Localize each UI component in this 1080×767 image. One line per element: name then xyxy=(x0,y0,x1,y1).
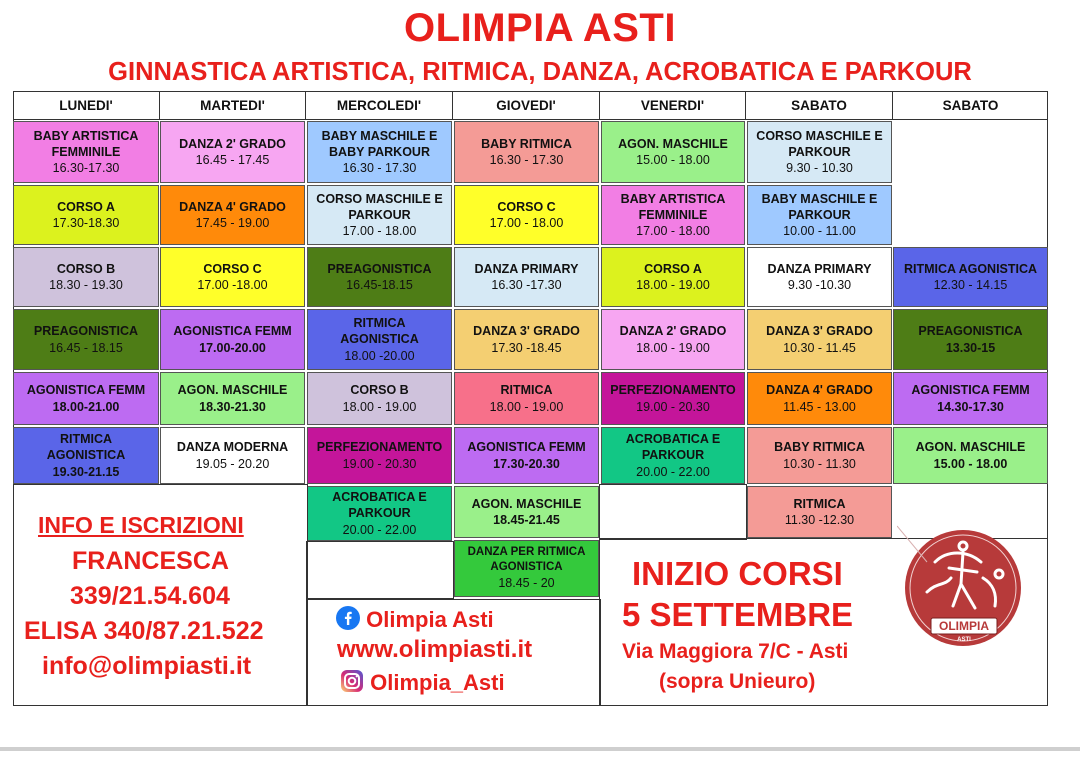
class-cell xyxy=(454,372,599,425)
empty-cell xyxy=(599,484,747,540)
contact-elisa: ELISA 340/87.21.522 xyxy=(24,617,264,645)
instagram-link[interactable] xyxy=(340,669,505,699)
class-name: DANZA PRIMARY xyxy=(767,261,872,276)
class-name: DANZA 4' GRADO xyxy=(179,199,286,214)
header-tuesday: MARTEDI' xyxy=(160,92,306,120)
class-time: 18.00 - 19.00 xyxy=(636,278,710,292)
class-time: 13.30-15 xyxy=(945,340,996,355)
class-name: DANZA 3' GRADO xyxy=(766,324,873,339)
class-time: 17.00 - 18.00 xyxy=(636,224,710,239)
class-cell xyxy=(747,309,892,370)
class-cell xyxy=(307,247,452,307)
header-monday: LUNEDI' xyxy=(13,92,160,120)
class-name: AGON. MASCHILE xyxy=(177,383,288,398)
facebook-link[interactable] xyxy=(336,606,494,636)
class-time: 16.30 - 17.30 xyxy=(342,161,417,176)
class-time: 9.30 -10.30 xyxy=(787,278,852,292)
class-time: 18.00 - 19.00 xyxy=(636,340,710,355)
class-name: RITMICA xyxy=(793,496,846,511)
class-name: PERFEZIONAMENTO xyxy=(610,383,736,398)
header-thursday: GIOVEDI' xyxy=(453,92,600,120)
class-cell xyxy=(747,427,892,484)
class-name: ACROBATICA E PARKOUR xyxy=(332,490,427,521)
class-name: BABY RITMICA xyxy=(481,136,572,151)
class-time: 18.45 - 20 xyxy=(498,576,555,591)
class-name: BABY MASCHILE E PARKOUR xyxy=(761,191,878,222)
facebook-label: Olimpia Asti xyxy=(366,606,494,632)
class-time: 18.00 -20.00 xyxy=(344,348,415,363)
class-time: 17.00 - 18.00 xyxy=(342,224,417,239)
class-name: CORSO MASCHILE E PARKOUR xyxy=(756,128,883,159)
class-cell xyxy=(893,247,1048,307)
class-cell xyxy=(307,427,452,484)
class-cell xyxy=(747,372,892,425)
class-cell xyxy=(160,121,305,183)
class-time: 19.30-21.15 xyxy=(52,464,120,479)
class-cell xyxy=(13,309,159,370)
class-time: 17.45 - 19.00 xyxy=(195,216,270,230)
class-time: 17.00-20.00 xyxy=(199,340,266,355)
logo-subtext: ASTI xyxy=(957,637,971,643)
class-cell xyxy=(160,309,305,370)
class-time: 20.00 - 22.00 xyxy=(342,522,417,537)
class-time: 17.00 -18.00 xyxy=(197,278,268,292)
class-time: 19.00 - 20.30 xyxy=(636,399,710,414)
class-name: PREAGONISTICA xyxy=(918,324,1023,339)
class-time: 17.30 -18.45 xyxy=(491,340,562,355)
bottom-divider xyxy=(0,747,1080,751)
class-cell xyxy=(13,247,159,307)
class-name: PERFEZIONAMENTO xyxy=(316,440,443,455)
class-name: DANZA 3' GRADO xyxy=(473,324,580,339)
class-name: CORSO A xyxy=(57,199,115,214)
class-time: 10.00 - 11.00 xyxy=(783,224,856,239)
class-name: CORSO A xyxy=(644,261,702,276)
info-heading: INFO E ISCRIZIONI xyxy=(38,512,244,538)
class-cell xyxy=(601,309,745,370)
class-cell xyxy=(454,309,599,370)
class-name: BABY ARTISTICA FEMMINILE xyxy=(33,128,139,159)
header-saturday: SABATO xyxy=(746,92,893,120)
logo-text: OLIMPIA xyxy=(939,619,989,633)
class-cell xyxy=(13,185,159,245)
class-cell xyxy=(601,121,745,183)
class-time: 16.45-18.15 xyxy=(346,278,413,292)
class-time: 11.45 - 13.00 xyxy=(783,399,856,414)
class-cell xyxy=(160,372,305,425)
class-time: 18.45-21.45 xyxy=(493,513,560,527)
class-time: 10.30 - 11.30 xyxy=(783,456,856,471)
class-time: 18.30 - 19.30 xyxy=(49,278,123,292)
class-time: 17.30-18.30 xyxy=(52,216,120,230)
class-name: RITMICA AGONISTICA xyxy=(903,261,1038,276)
class-name: DANZA 4' GRADO xyxy=(766,383,873,398)
class-cell xyxy=(454,427,599,484)
class-time: 12.30 - 14.15 xyxy=(933,278,1008,292)
class-name: ACROBATICA E PARKOUR xyxy=(625,432,721,463)
class-name: DANZA 2' GRADO xyxy=(179,136,286,151)
start-date: 5 SETTEMBRE xyxy=(622,596,854,633)
class-name: DANZA PER RITMICA AGONISTICA xyxy=(467,546,586,574)
header-saturday-2: SABATO xyxy=(893,92,1048,120)
class-name: AGON. MASCHILE xyxy=(471,496,582,511)
class-name: CORSO C xyxy=(203,261,262,276)
class-name: AGON. MASCHILE xyxy=(915,440,1026,455)
class-time: 9.30 - 10.30 xyxy=(786,161,853,176)
class-cell xyxy=(13,427,159,484)
class-time: 11.30 -12.30 xyxy=(784,513,855,527)
address: Via Maggiora 7/C - Asti xyxy=(622,640,849,663)
class-cell xyxy=(454,121,599,183)
class-name: CORSO MASCHILE E PARKOUR xyxy=(316,191,443,222)
class-name: RITMICA xyxy=(500,383,553,398)
class-name: AGONISTICA FEMM xyxy=(26,383,146,398)
class-cell xyxy=(307,486,452,541)
class-cell xyxy=(747,247,892,307)
class-time: 18.00 - 19.00 xyxy=(489,399,564,414)
facebook-icon xyxy=(336,606,360,636)
contact-francesca: FRANCESCA xyxy=(72,547,229,575)
olimpia-logo xyxy=(897,522,1025,650)
class-cell xyxy=(160,247,305,307)
class-cell xyxy=(601,372,745,425)
class-cell xyxy=(13,372,159,425)
class-cell xyxy=(13,121,159,183)
class-cell xyxy=(601,185,745,245)
class-name: RITMICA AGONISTICA xyxy=(340,316,419,347)
class-name: CORSO C xyxy=(497,199,556,214)
header-friday: VENERDI' xyxy=(600,92,746,120)
class-name: BABY ARTISTICA FEMMINILE xyxy=(620,191,726,222)
class-cell xyxy=(454,540,599,597)
header-wednesday: MERCOLEDI' xyxy=(306,92,453,120)
class-name: BABY RITMICA xyxy=(774,440,865,455)
class-cell xyxy=(893,427,1048,484)
class-cell xyxy=(307,309,452,370)
email: info@olimpiasti.it xyxy=(42,652,252,680)
class-time: 18.00 - 19.00 xyxy=(342,399,417,414)
class-cell xyxy=(747,121,892,183)
class-time: 16.45 - 18.15 xyxy=(49,340,123,355)
class-name: AGON. MASCHILE xyxy=(618,136,728,151)
class-cell xyxy=(307,372,452,425)
class-cell xyxy=(601,247,745,307)
class-cell xyxy=(747,486,892,538)
class-time: 15.00 - 18.00 xyxy=(636,153,710,167)
class-time: 17.30-20.30 xyxy=(493,456,560,471)
class-time: 18.00-21.00 xyxy=(52,399,120,414)
class-name: AGONISTICA FEMM xyxy=(911,383,1030,398)
website-link[interactable]: www.olimpiasti.it xyxy=(337,636,533,663)
class-cell xyxy=(454,185,599,245)
class-name: PREAGONISTICA xyxy=(327,261,432,276)
instagram-icon xyxy=(340,669,364,699)
class-cell xyxy=(893,372,1048,425)
class-time: 19.00 - 20.30 xyxy=(342,456,417,471)
class-name: CORSO B xyxy=(56,261,116,276)
phone-francesca: 339/21.54.604 xyxy=(70,582,230,610)
class-name: AGONISTICA FEMM xyxy=(173,324,292,339)
class-name: AGONISTICA FEMM xyxy=(467,440,586,455)
class-time: 19.05 - 20.20 xyxy=(195,456,270,471)
class-time: 14.30-17.30 xyxy=(937,399,1004,414)
page-subtitle: GINNASTICA ARTISTICA, RITMICA, DANZA, ACROBATICA E PARKOUR xyxy=(108,58,972,86)
class-time: 16.30 -17.30 xyxy=(491,278,562,292)
instagram-label: Olimpia_Asti xyxy=(370,669,505,695)
empty-cell xyxy=(306,541,454,599)
class-name: PREAGONISTICA xyxy=(33,324,139,339)
class-name: BABY MASCHILE E BABY PARKOUR xyxy=(321,128,438,159)
class-cell xyxy=(160,427,305,484)
class-time: 10.30 - 11.45 xyxy=(783,340,856,355)
page-title: OLIMPIA ASTI xyxy=(404,6,676,50)
start-title: INIZIO CORSI xyxy=(632,555,843,592)
class-cell xyxy=(454,247,599,307)
class-cell xyxy=(307,185,452,245)
class-time: 16.30-17.30 xyxy=(52,161,120,176)
class-name: DANZA 2' GRADO xyxy=(619,324,727,339)
class-time: 15.00 - 18.00 xyxy=(933,456,1008,471)
class-time: 18.30-21.30 xyxy=(199,399,266,414)
class-cell xyxy=(601,427,745,484)
class-time: 16.30 - 17.30 xyxy=(489,153,564,167)
class-cell xyxy=(454,486,599,538)
class-cell xyxy=(160,185,305,245)
class-time: 17.00 - 18.00 xyxy=(489,216,564,230)
class-cell xyxy=(747,185,892,245)
class-cell xyxy=(893,309,1048,370)
address-note: (sopra Unieuro) xyxy=(659,670,816,693)
class-name: DANZA PRIMARY xyxy=(474,261,579,276)
class-name: CORSO B xyxy=(350,383,409,398)
class-cell xyxy=(307,121,452,183)
class-name: DANZA MODERNA xyxy=(176,440,289,455)
class-time: 20.00 - 22.00 xyxy=(636,464,710,479)
class-name: RITMICA AGONISTICA xyxy=(46,432,126,463)
class-time: 16.45 - 17.45 xyxy=(195,153,270,167)
